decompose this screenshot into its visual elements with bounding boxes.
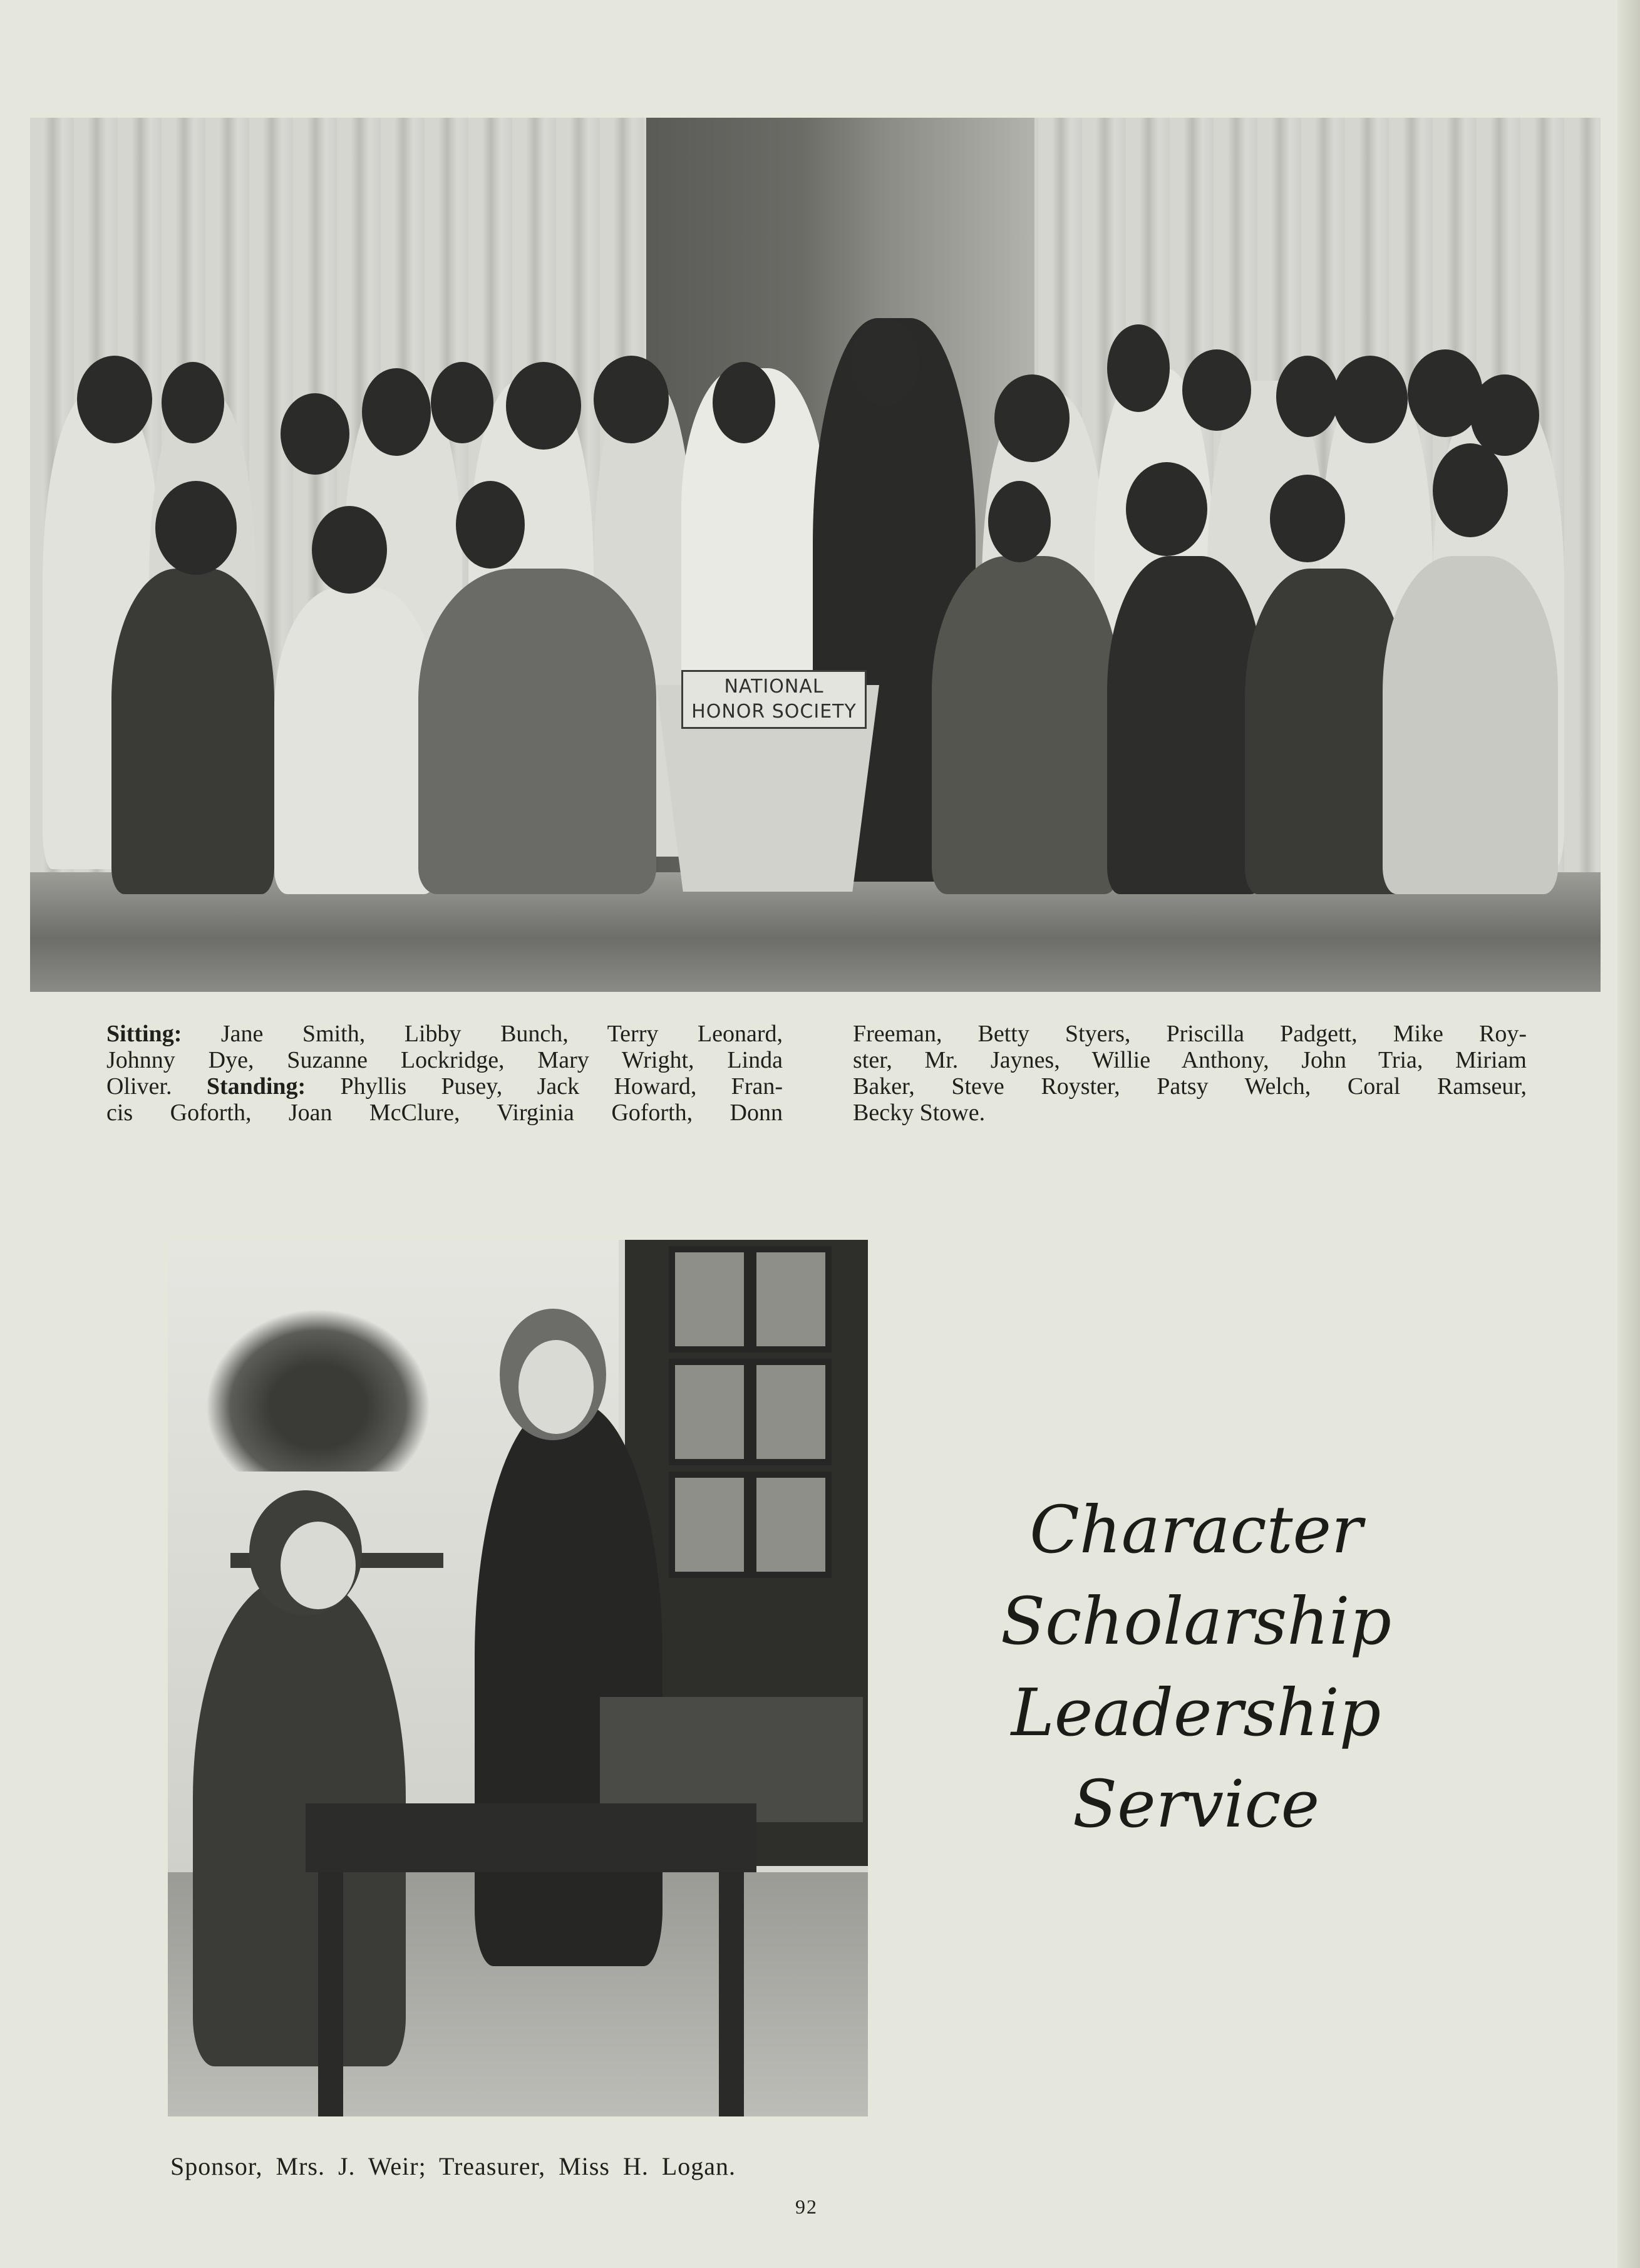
student-head — [1107, 324, 1170, 412]
caption-line — [106, 1021, 783, 1047]
student-head — [1182, 349, 1251, 431]
student-figure — [418, 569, 656, 894]
student-head — [77, 356, 152, 443]
window-pane — [750, 1359, 832, 1465]
motto-line: Leadership — [1011, 1674, 1381, 1751]
plant — [205, 1309, 431, 1472]
student-head — [1270, 475, 1345, 562]
motto — [977, 1484, 1415, 1850]
caption-line: Becky Stowe. — [853, 1100, 986, 1126]
student-head — [1433, 443, 1508, 537]
motto-line: Service — [1072, 1766, 1320, 1842]
lectern-sign-line: NATIONAL — [724, 676, 824, 698]
window-pane — [750, 1472, 832, 1578]
group-caption-left — [106, 1021, 783, 1126]
caption-line — [106, 1100, 783, 1126]
lectern-sign-line: HONOR SOCIETY — [691, 701, 857, 723]
caption-line: Freeman, Betty Styers, Priscilla Padgett, Mike Roy- — [853, 1021, 1527, 1047]
student-head — [281, 393, 349, 475]
student-figure — [111, 569, 274, 894]
caption-label: Sitting: — [106, 1021, 182, 1047]
desk — [306, 1803, 756, 1872]
student-head — [431, 362, 493, 443]
desk-leg — [719, 1872, 744, 2116]
student-head — [162, 362, 224, 443]
student-head — [506, 362, 581, 450]
window-pane — [669, 1472, 750, 1578]
caption-text: cis Goforth, Joan McClure, Virginia Goforth, Donn — [106, 1100, 783, 1126]
window-pane — [669, 1359, 750, 1465]
motto-line: Character — [1029, 1492, 1363, 1568]
caption-label: Standing: — [206, 1073, 306, 1100]
student-head — [594, 356, 669, 443]
window-pane — [750, 1246, 832, 1353]
student-head — [362, 368, 431, 456]
page-edge — [1617, 0, 1640, 2268]
student-figure — [1107, 556, 1264, 894]
student-head — [994, 374, 1070, 462]
caption-text: Jane Smith, Libby Bunch, Terry Leonard, — [182, 1021, 783, 1047]
student-head — [988, 481, 1051, 562]
caption-text: Oliver. — [106, 1073, 207, 1100]
caption-line — [106, 1047, 783, 1073]
seated-woman-face — [281, 1522, 356, 1609]
sponsor-photo — [168, 1240, 868, 2116]
standing-woman-face — [518, 1340, 594, 1434]
caption-text: Johnny Dye, Suzanne Lockridge, Mary Wright, Linda — [106, 1047, 783, 1073]
student-figure — [274, 587, 437, 894]
group-caption-right — [853, 1021, 1527, 1126]
student-head — [1470, 374, 1539, 456]
motto-line: Scholarship — [1000, 1583, 1392, 1659]
student-head — [1126, 462, 1207, 556]
teacher-head — [850, 318, 919, 406]
standing-woman — [475, 1403, 663, 1966]
group-photo — [30, 118, 1601, 992]
sponsor-caption: Sponsor, Mrs. J. Weir; Treasurer, Miss H. Logan. — [170, 2152, 736, 2180]
caption-line — [106, 1073, 783, 1100]
window-pane — [669, 1246, 750, 1353]
student-head — [1333, 356, 1408, 443]
lectern-sign — [681, 670, 867, 729]
caption-line: Baker, Steve Royster, Patsy Welch, Coral Ramseur, — [853, 1073, 1527, 1100]
student-head — [312, 506, 387, 594]
student-head — [713, 362, 775, 443]
student-head — [1276, 356, 1339, 437]
desk-leg — [318, 1872, 343, 2116]
caption-text: Phyllis Pusey, Jack Howard, Fran- — [306, 1073, 783, 1100]
page-number: 92 — [795, 2195, 818, 2218]
student-head — [456, 481, 525, 569]
caption-line: ster, Mr. Jaynes, Willie Anthony, John Tria, Miriam — [853, 1047, 1527, 1073]
student-figure — [932, 556, 1120, 894]
student-figure — [1383, 556, 1558, 894]
student-head — [155, 481, 237, 575]
